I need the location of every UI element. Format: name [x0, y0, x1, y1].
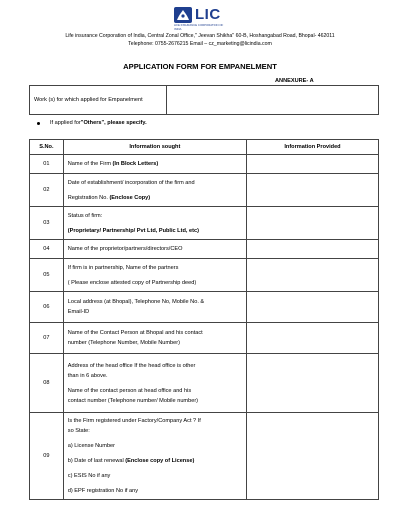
- row-provided-field[interactable]: [246, 207, 378, 240]
- row-info: [63, 323, 246, 354]
- row-bold: (Enclose copy of License): [125, 458, 195, 464]
- others-note-bold: "Others", please specify.: [80, 120, 147, 126]
- work-applied-table: [29, 85, 379, 115]
- row-info: Name of the proprietor/partners/directors/CEO: [63, 240, 246, 259]
- form-title: APPLICATION FORM FOR EMPANELMENT: [123, 62, 277, 71]
- row-text: Name of the Firm: [67, 161, 113, 167]
- header-information-sought: Information sought: [63, 140, 246, 155]
- row-info: [63, 354, 246, 413]
- table-row: [30, 174, 379, 207]
- row-sno: 09: [30, 413, 64, 500]
- bullet-icon: [37, 122, 40, 125]
- row-line: Is the Firm registered under Factory/Company Act ? If: [67, 418, 201, 424]
- row-sno: 03: [30, 207, 64, 240]
- row-line: Date of establishment/ incorporation of the firm and: [67, 179, 195, 186]
- row-info: [63, 207, 246, 240]
- row-provided-field[interactable]: [246, 323, 378, 354]
- row-line: Registration No.: [67, 194, 110, 201]
- row-line: than in 6 above.: [67, 372, 108, 379]
- row-line: Address of the head office If the head office is other: [67, 362, 196, 369]
- row-info: [63, 155, 246, 174]
- logo-text: LIC: [195, 6, 221, 23]
- row-line: Email-ID: [67, 309, 90, 315]
- row-info: [63, 259, 246, 292]
- table-row: [30, 292, 379, 323]
- table-row: [30, 207, 379, 240]
- row-line: Name of the contact person at head office and his: [67, 387, 192, 394]
- row-line: c) ESIS No if any: [67, 473, 111, 479]
- table-row: [30, 240, 379, 259]
- table-row: [30, 354, 379, 413]
- row-line: If firm is in partnership, Name of the partners: [67, 264, 179, 271]
- work-label: Work (s) for which applied for Empanelment: [30, 86, 167, 115]
- row-line: d) EPF registration No if any: [67, 488, 139, 494]
- logo-subtitle: LIFE INSURANCE CORPORATION OF INDIA: [174, 23, 224, 31]
- row-sno: 04: [30, 240, 64, 259]
- row-sno: 02: [30, 174, 64, 207]
- row-provided-field[interactable]: [246, 174, 378, 207]
- table-row: [30, 323, 379, 354]
- row-line: b) Date of last renewal: [67, 458, 126, 464]
- row-sno: 01: [30, 155, 64, 174]
- row-sno: 07: [30, 323, 64, 354]
- others-note: [37, 120, 147, 126]
- row-line: Status of firm:: [67, 212, 103, 219]
- row-provided-field[interactable]: [246, 155, 378, 174]
- lic-logo: [174, 6, 221, 23]
- table-row: [30, 259, 379, 292]
- row-sno: 06: [30, 292, 64, 323]
- row-line: Name of the Contact Person at Bhopal and his contact: [67, 330, 203, 336]
- header-information-provided: Information Provided: [246, 140, 378, 155]
- information-table: [29, 139, 379, 500]
- row-info: [63, 174, 246, 207]
- row-provided-field[interactable]: [246, 259, 378, 292]
- lic-emblem-icon: [174, 7, 192, 23]
- address-line-2: Telephone: 0755-2676215 Email – cz_marketing@licindia.com: [128, 41, 272, 47]
- row-provided-field[interactable]: [246, 292, 378, 323]
- row-provided-field[interactable]: [246, 240, 378, 259]
- row-line: ( Please enclose attested copy of Partnership deed): [67, 279, 197, 286]
- address-line-1: Life insurance Corporation of India, Central Zonal Office," Jeevan Shikha" 60-B, Hoshangabad Road, Bhopal- 462011: [65, 33, 335, 39]
- row-bold: (In Block Letters): [112, 161, 159, 167]
- row-sno: 08: [30, 354, 64, 413]
- row-line: Local address (at Bhopal), Telephone No, Mobile No. &: [67, 299, 205, 305]
- row-line: contact number (Telephone number/ Mobile number): [67, 397, 199, 404]
- row-line: number (Telephone Number, Mobile Number): [67, 340, 181, 346]
- row-sno: 05: [30, 259, 64, 292]
- table-row: [30, 413, 379, 500]
- row-info: [63, 292, 246, 323]
- annexure-label: ANNEXURE- A: [275, 78, 314, 84]
- table-header-row: [30, 140, 379, 155]
- row-bold: (Enclose Copy): [109, 194, 151, 201]
- row-info: [63, 413, 246, 500]
- table-row: [30, 155, 379, 174]
- others-note-prefix: If applied for: [50, 120, 81, 126]
- row-line: a) License Number: [67, 443, 116, 449]
- header-sno: S.No.: [30, 140, 64, 155]
- row-provided-field[interactable]: [246, 354, 378, 413]
- row-bold: (Proprietary/ Partnership/ Pvt Ltd, Public Ltd, etc): [67, 227, 199, 234]
- row-line: so State:: [67, 428, 90, 434]
- work-value-field[interactable]: [167, 86, 379, 115]
- row-provided-field[interactable]: [246, 413, 378, 500]
